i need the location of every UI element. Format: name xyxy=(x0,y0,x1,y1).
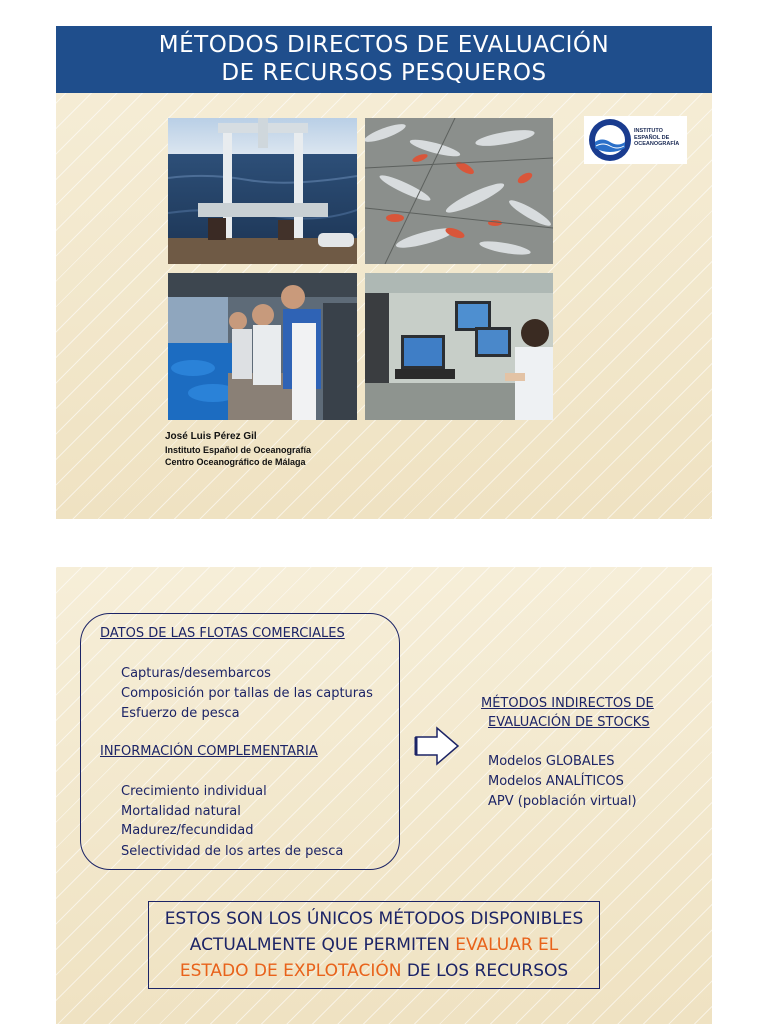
conclusion-line-2-text: ACTUALMENTE QUE PERMITEN xyxy=(189,935,456,955)
author-name: José Luis Pérez Gil xyxy=(165,431,257,442)
author-institution-2: Centro Oceanográfico de Málaga xyxy=(165,457,306,467)
title-line-2: DE RECURSOS PESQUEROS xyxy=(221,60,547,86)
complementary-item-1: Crecimiento individual xyxy=(121,784,267,799)
complementary-item-3: Madurez/fecundidad xyxy=(121,823,254,838)
indirect-methods-heading-1: MÉTODOS INDIRECTOS DE xyxy=(481,696,654,711)
photo-sorting-deck xyxy=(168,273,357,420)
title-line-1: MÉTODOS DIRECTOS DE EVALUACIÓN xyxy=(158,32,610,58)
photo-fish-catch xyxy=(365,118,553,264)
photo-ship-stern xyxy=(168,118,357,264)
commercial-fleet-heading: DATOS DE LAS FLOTAS COMERCIALES xyxy=(100,626,345,641)
author-institution-1: Instituto Español de Oceanografía xyxy=(165,445,312,455)
slide-title xyxy=(56,26,712,519)
complementary-heading: INFORMACIÓN COMPLEMENTARIA xyxy=(100,744,318,759)
indirect-item-1: Modelos GLOBALES xyxy=(488,754,615,769)
ieo-logo xyxy=(584,116,687,164)
conclusion-highlight-1: EVALUAR EL xyxy=(455,935,559,955)
conclusion-line-3-text: DE LOS RECURSOS xyxy=(401,961,569,981)
conclusion-line-2 xyxy=(149,932,599,958)
commercial-item-3: Esfuerzo de pesca xyxy=(121,706,240,721)
conclusion-box xyxy=(148,901,600,989)
ieo-emblem-icon xyxy=(586,116,634,164)
commercial-item-2: Composición por tallas de las capturas xyxy=(121,686,373,701)
indirect-item-3: APV (población virtual) xyxy=(488,794,637,809)
photo-lab-computers xyxy=(365,273,553,420)
conclusion-line-3 xyxy=(149,958,599,984)
logo-text-line-1: INSTITUTO xyxy=(634,128,663,134)
author-block xyxy=(165,430,311,468)
commercial-item-1: Capturas/desembarcos xyxy=(121,666,271,681)
conclusion-highlight-2: ESTADO DE EXPLOTACIÓN xyxy=(179,961,402,981)
logo-text-line-3: OCEANOGRAFÍA xyxy=(634,141,680,147)
arrow-right-icon xyxy=(413,725,461,767)
logo-text-line-2: ESPAÑOL DE xyxy=(634,134,670,141)
complementary-item-4: Selectividad de los artes de pesca xyxy=(121,844,344,859)
slide-title-bar xyxy=(56,26,712,93)
slide-methods xyxy=(56,567,712,1024)
indirect-methods-heading-2: EVALUACIÓN DE STOCKS xyxy=(488,715,650,730)
complementary-item-2: Mortalidad natural xyxy=(121,804,241,819)
conclusion-line-1: ESTOS SON LOS ÚNICOS MÉTODOS DISPONIBLES xyxy=(164,909,584,929)
indirect-item-2: Modelos ANALÍTICOS xyxy=(488,774,624,789)
